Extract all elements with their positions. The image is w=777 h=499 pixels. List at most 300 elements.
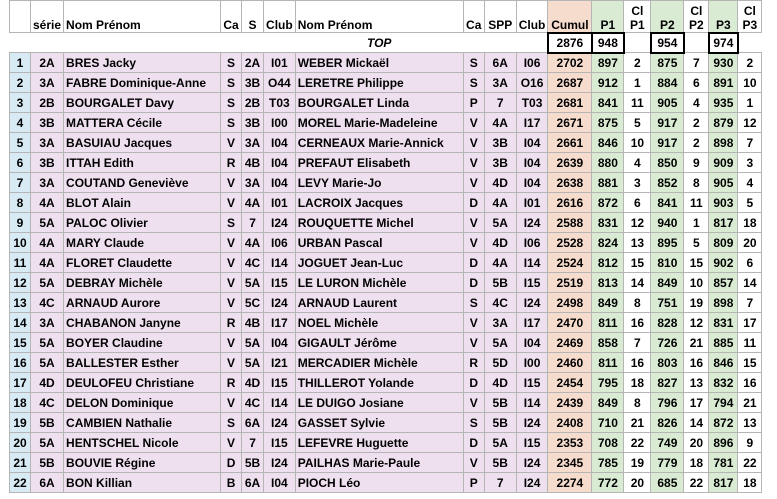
cl-p3-cell: 14 — [738, 273, 762, 293]
player-1-club: I17 — [264, 313, 296, 333]
p3-cell: 846 — [709, 353, 738, 373]
cl-p2-cell: 18 — [684, 453, 709, 473]
p1-cell: 710 — [592, 413, 624, 433]
header-cl-p1: Cl P1 — [624, 1, 651, 33]
cl-p2-cell: 12 — [684, 313, 709, 333]
cumul-cell: 2687 — [548, 73, 592, 93]
cl-p1-cell: 8 — [624, 293, 651, 313]
player-1-club: I04 — [264, 133, 296, 153]
cumul-cell: 2616 — [548, 193, 592, 213]
rank-cell: 17 — [10, 373, 31, 393]
p2-cell: 828 — [651, 313, 684, 333]
player-2-name: LEVY Marie-Jo — [295, 173, 463, 193]
player-1-category: V — [221, 133, 242, 153]
player-2-name: THILLEROT Yolande — [295, 373, 463, 393]
cl-p1-cell: 20 — [624, 473, 651, 493]
cl-p2-cell: 13 — [684, 373, 709, 393]
player-2-name: BOURGALET Linda — [295, 93, 463, 113]
player-1-s: 6A — [242, 473, 264, 493]
player-1-category: S — [221, 93, 242, 113]
table-row — [10, 213, 762, 233]
p3-cell: 930 — [709, 53, 738, 73]
cl-p1-cell: 4 — [624, 153, 651, 173]
player-2-category: R — [463, 353, 484, 373]
cl-p3-cell: 2 — [738, 53, 762, 73]
player-1-name: BLOT Alain — [64, 193, 221, 213]
cl-p2-cell: 7 — [684, 53, 709, 73]
cl-p1-cell: 10 — [624, 133, 651, 153]
player-2-name: PAILHAS Marie-Paule — [295, 453, 463, 473]
player-2-category: V — [463, 213, 484, 233]
serie-cell: 2A — [31, 53, 64, 73]
header-p2: P2 — [651, 1, 684, 33]
serie-cell: 4C — [31, 393, 64, 413]
player-2-club: I06 — [516, 233, 548, 253]
player-1-club: I24 — [264, 453, 296, 473]
player-1-name: BOYER Claudine — [64, 333, 221, 353]
player-2-spp: 5D — [484, 353, 516, 373]
player-1-club: I24 — [264, 293, 296, 313]
cl-p2-cell: 14 — [684, 413, 709, 433]
player-2-spp: 5A — [484, 333, 516, 353]
player-1-club: T03 — [264, 93, 296, 113]
p3-cell: 831 — [709, 313, 738, 333]
player-1-club: I24 — [264, 413, 296, 433]
p3-cell: 891 — [709, 73, 738, 93]
player-1-s: 4D — [242, 373, 264, 393]
p2-cell: 796 — [651, 393, 684, 413]
cumul-cell: 2470 — [548, 313, 592, 333]
player-1-category: V — [221, 433, 242, 453]
player-2-club: T03 — [516, 93, 548, 113]
player-1-name: BALLESTER Esther — [64, 353, 221, 373]
rank-cell: 18 — [10, 393, 31, 413]
p1-cell: 849 — [592, 293, 624, 313]
player-2-spp: 5B — [484, 453, 516, 473]
cl-p3-cell: 18 — [738, 213, 762, 233]
cl-p1-cell: 12 — [624, 213, 651, 233]
p2-cell: 751 — [651, 293, 684, 313]
p1-cell: 875 — [592, 113, 624, 133]
player-2-spp: 7 — [484, 473, 516, 493]
top-p2: 954 — [651, 33, 684, 53]
cl-p2-cell: 21 — [684, 333, 709, 353]
cumul-cell: 2661 — [548, 133, 592, 153]
table-row — [10, 453, 762, 473]
player-2-club: I15 — [516, 373, 548, 393]
rank-cell: 11 — [10, 253, 31, 273]
player-1-name: ARNAUD Aurore — [64, 293, 221, 313]
cl-p2-cell: 15 — [684, 253, 709, 273]
p3-cell: 857 — [709, 273, 738, 293]
cl-p2-cell: 10 — [684, 273, 709, 293]
player-1-category: S — [221, 113, 242, 133]
p2-cell: 917 — [651, 113, 684, 133]
player-2-spp: 3B — [484, 133, 516, 153]
header-name-2: Nom Prénom — [295, 1, 463, 33]
serie-cell: 5A — [31, 433, 64, 453]
player-2-category: V — [463, 233, 484, 253]
player-1-category: V — [221, 253, 242, 273]
cl-p2-cell: 2 — [684, 133, 709, 153]
player-2-spp: 4A — [484, 113, 516, 133]
player-2-category: D — [463, 433, 484, 453]
player-2-category: P — [463, 93, 484, 113]
cl-p2-cell: 11 — [684, 193, 709, 213]
cl-p1-cell: 1 — [624, 73, 651, 93]
cumul-cell: 2460 — [548, 353, 592, 373]
serie-cell: 4A — [31, 193, 64, 213]
cl-p3-cell: 15 — [738, 353, 762, 373]
table-row — [10, 293, 762, 313]
cumul-cell: 2519 — [548, 273, 592, 293]
player-2-name: LERETRE Philippe — [295, 73, 463, 93]
p2-cell: 875 — [651, 53, 684, 73]
p1-cell: 772 — [592, 473, 624, 493]
player-1-name: BOUVIE Régine — [64, 453, 221, 473]
player-1-name: MATTERA Cécile — [64, 113, 221, 133]
player-1-club: I14 — [264, 253, 296, 273]
serie-cell: 5A — [31, 353, 64, 373]
header-club-2: Club — [516, 1, 548, 33]
player-1-s: 3B — [242, 113, 264, 133]
player-2-name: WEBER Mickaël — [295, 53, 463, 73]
table-row — [10, 273, 762, 293]
serie-cell: 3B — [31, 153, 64, 173]
player-1-name: MARY Claude — [64, 233, 221, 253]
player-1-club: I04 — [264, 173, 296, 193]
cl-p2-cell: 22 — [684, 473, 709, 493]
player-2-name: PREFAUT Elisabeth — [295, 153, 463, 173]
cumul-cell: 2408 — [548, 413, 592, 433]
p2-cell: 726 — [651, 333, 684, 353]
player-2-name: JOGUET Jean-Luc — [295, 253, 463, 273]
p2-cell: 905 — [651, 93, 684, 113]
cl-p3-cell: 22 — [738, 453, 762, 473]
p2-cell: 917 — [651, 133, 684, 153]
cl-p3-cell: 21 — [738, 393, 762, 413]
table-row — [10, 133, 762, 153]
cl-p2-cell: 2 — [684, 113, 709, 133]
player-2-club: I01 — [516, 193, 548, 213]
player-2-club: I24 — [516, 413, 548, 433]
p1-cell: 785 — [592, 453, 624, 473]
player-1-s: 7 — [242, 213, 264, 233]
serie-cell: 5B — [31, 413, 64, 433]
cl-p1-cell: 22 — [624, 433, 651, 453]
p2-cell: 779 — [651, 453, 684, 473]
p3-cell: 903 — [709, 193, 738, 213]
header-serie: série — [31, 1, 64, 33]
player-1-name: DEBRAY Michèle — [64, 273, 221, 293]
player-1-club: I00 — [264, 113, 296, 133]
cl-p3-cell: 18 — [738, 473, 762, 493]
player-2-name: ROUQUETTE Michel — [295, 213, 463, 233]
cl-p1-cell: 3 — [624, 173, 651, 193]
player-2-name: GIGAULT Jérôme — [295, 333, 463, 353]
serie-cell: 5A — [31, 273, 64, 293]
table-row — [10, 193, 762, 213]
rank-cell: 2 — [10, 73, 31, 93]
p3-cell: 872 — [709, 413, 738, 433]
p1-cell: 708 — [592, 433, 624, 453]
player-2-club: I24 — [516, 213, 548, 233]
table-row — [10, 73, 762, 93]
table-row — [10, 433, 762, 453]
player-1-name: BRES Jacky — [64, 53, 221, 73]
player-1-category: V — [221, 393, 242, 413]
player-2-club: I15 — [516, 433, 548, 453]
p1-cell: 858 — [592, 333, 624, 353]
player-1-name: ITTAH Edith — [64, 153, 221, 173]
player-1-club: I01 — [264, 193, 296, 213]
p1-cell: 880 — [592, 153, 624, 173]
player-1-name: COUTAND Geneviève — [64, 173, 221, 193]
player-1-name: PALOC Olivier — [64, 213, 221, 233]
player-2-club: I14 — [516, 253, 548, 273]
p3-cell: 935 — [709, 93, 738, 113]
cl-p3-cell: 16 — [738, 373, 762, 393]
player-2-category: S — [463, 413, 484, 433]
serie-cell: 3A — [31, 173, 64, 193]
table-body — [10, 53, 762, 493]
player-1-club: I14 — [264, 393, 296, 413]
player-2-name: LEFEVRE Huguette — [295, 433, 463, 453]
top-p1: 948 — [592, 33, 624, 53]
player-2-spp: 4A — [484, 253, 516, 273]
p1-cell: 811 — [592, 313, 624, 333]
player-2-category: V — [463, 453, 484, 473]
cl-p1-cell: 6 — [624, 193, 651, 213]
player-1-s: 4A — [242, 233, 264, 253]
serie-cell: 4A — [31, 253, 64, 273]
serie-cell: 3B — [31, 113, 64, 133]
player-1-name: CHABANON Janyne — [64, 313, 221, 333]
player-1-category: V — [221, 353, 242, 373]
cl-p2-cell: 1 — [684, 213, 709, 233]
table-row — [10, 173, 762, 193]
cl-p3-cell: 11 — [738, 333, 762, 353]
player-1-category: B — [221, 473, 242, 493]
top-cumul: 2876 — [548, 33, 592, 53]
rank-cell: 20 — [10, 433, 31, 453]
player-1-club: I15 — [264, 273, 296, 293]
player-1-s: 2B — [242, 93, 264, 113]
cl-p1-cell: 15 — [624, 253, 651, 273]
serie-cell: 3A — [31, 133, 64, 153]
rank-cell: 7 — [10, 173, 31, 193]
table-row — [10, 253, 762, 273]
serie-cell: 2B — [31, 93, 64, 113]
serie-cell: 5A — [31, 333, 64, 353]
player-1-name: BOURGALET Davy — [64, 93, 221, 113]
player-1-category: S — [221, 73, 242, 93]
p1-cell: 849 — [592, 393, 624, 413]
player-2-club: I04 — [516, 133, 548, 153]
cl-p1-cell: 18 — [624, 373, 651, 393]
player-1-name: BON Killian — [64, 473, 221, 493]
cumul-cell: 2702 — [548, 53, 592, 73]
player-1-club: I21 — [264, 353, 296, 373]
player-2-spp: 7 — [484, 93, 516, 113]
player-1-category: R — [221, 153, 242, 173]
serie-cell: 4D — [31, 373, 64, 393]
p1-cell: 812 — [592, 253, 624, 273]
table-row — [10, 413, 762, 433]
p2-cell: 884 — [651, 73, 684, 93]
player-1-s: 4C — [242, 253, 264, 273]
p3-cell: 781 — [709, 453, 738, 473]
player-1-s: 5A — [242, 333, 264, 353]
serie-cell: 5A — [31, 213, 64, 233]
player-2-category: V — [463, 333, 484, 353]
p1-cell: 912 — [592, 73, 624, 93]
cl-p1-cell: 21 — [624, 413, 651, 433]
player-1-s: 7 — [242, 433, 264, 453]
p2-cell: 849 — [651, 273, 684, 293]
header-category-1: Ca — [221, 1, 242, 33]
table-row — [10, 373, 762, 393]
player-1-s: 3B — [242, 73, 264, 93]
p3-cell: 832 — [709, 373, 738, 393]
header-p3: P3 — [709, 1, 738, 33]
rank-cell: 3 — [10, 93, 31, 113]
p2-cell: 850 — [651, 153, 684, 173]
player-2-spp: 4D — [484, 373, 516, 393]
header-index — [10, 1, 31, 33]
rank-cell: 8 — [10, 193, 31, 213]
serie-cell: 4A — [31, 233, 64, 253]
player-2-spp: 5A — [484, 213, 516, 233]
rank-cell: 14 — [10, 313, 31, 333]
player-1-s: 2A — [242, 53, 264, 73]
header-club-1: Club — [264, 1, 296, 33]
cl-p1-cell: 8 — [624, 393, 651, 413]
rank-cell: 16 — [10, 353, 31, 373]
player-2-club: I06 — [516, 53, 548, 73]
player-2-club: I04 — [516, 153, 548, 173]
player-1-club: I15 — [264, 433, 296, 453]
p3-cell: 905 — [709, 173, 738, 193]
player-2-name: MOREL Marie-Madeleine — [295, 113, 463, 133]
p2-cell: 841 — [651, 193, 684, 213]
cl-p1-cell: 2 — [624, 53, 651, 73]
table-row — [10, 313, 762, 333]
player-2-name: CERNEAUX Marie-Annick — [295, 133, 463, 153]
cumul-cell: 2528 — [548, 233, 592, 253]
player-1-category: S — [221, 213, 242, 233]
player-1-club: I24 — [264, 213, 296, 233]
player-2-name: MERCADIER Michèle — [295, 353, 463, 373]
rank-cell: 22 — [10, 473, 31, 493]
cumul-cell: 2345 — [548, 453, 592, 473]
player-1-category: S — [221, 53, 242, 73]
player-2-spp: 3B — [484, 153, 516, 173]
top-label: TOP — [366, 35, 392, 50]
rank-cell: 6 — [10, 153, 31, 173]
p3-cell: 809 — [709, 233, 738, 253]
p2-cell: 810 — [651, 253, 684, 273]
p3-cell: 794 — [709, 393, 738, 413]
cl-p3-cell: 10 — [738, 73, 762, 93]
serie-cell: 6A — [31, 473, 64, 493]
player-2-spp: 5A — [484, 433, 516, 453]
p1-cell: 897 — [592, 53, 624, 73]
player-2-category: V — [463, 133, 484, 153]
rank-cell: 19 — [10, 413, 31, 433]
player-1-s: 4B — [242, 153, 264, 173]
cl-p2-cell: 9 — [684, 153, 709, 173]
player-2-name: GASSET Sylvie — [295, 413, 463, 433]
player-2-club: I24 — [516, 293, 548, 313]
header-cumul: Cumul — [548, 1, 592, 33]
cumul-cell: 2469 — [548, 333, 592, 353]
results-table — [9, 0, 762, 493]
player-1-name: CAMBIEN Nathalie — [64, 413, 221, 433]
player-2-category: D — [463, 193, 484, 213]
p3-cell: 817 — [709, 213, 738, 233]
player-1-category: R — [221, 313, 242, 333]
table-row — [10, 233, 762, 253]
header-cl-p2: Cl P2 — [684, 1, 709, 33]
player-2-category: P — [463, 473, 484, 493]
player-1-category: V — [221, 173, 242, 193]
cl-p2-cell: 6 — [684, 73, 709, 93]
player-1-club: I04 — [264, 153, 296, 173]
player-2-category: S — [463, 73, 484, 93]
cl-p1-cell: 16 — [624, 313, 651, 333]
p1-cell: 872 — [592, 193, 624, 213]
player-2-club: I17 — [516, 313, 548, 333]
cumul-cell: 2353 — [548, 433, 592, 453]
player-2-category: V — [463, 113, 484, 133]
player-1-club: I04 — [264, 473, 296, 493]
cumul-cell: 2681 — [548, 93, 592, 113]
p1-cell: 795 — [592, 373, 624, 393]
cl-p2-cell: 4 — [684, 93, 709, 113]
player-1-club: I01 — [264, 53, 296, 73]
p3-cell: 902 — [709, 253, 738, 273]
cl-p2-cell: 19 — [684, 293, 709, 313]
p1-cell: 824 — [592, 233, 624, 253]
player-1-s: 4B — [242, 313, 264, 333]
player-2-name: LACROIX Jacques — [295, 193, 463, 213]
player-1-club: I06 — [264, 233, 296, 253]
cl-p3-cell: 1 — [738, 93, 762, 113]
player-2-club: I24 — [516, 453, 548, 473]
cl-p2-cell: 16 — [684, 353, 709, 373]
player-2-club: I04 — [516, 173, 548, 193]
player-2-category: D — [463, 273, 484, 293]
player-1-s: 4A — [242, 193, 264, 213]
rank-cell: 10 — [10, 233, 31, 253]
p3-cell: 817 — [709, 473, 738, 493]
table-row — [10, 473, 762, 493]
cl-p2-cell: 5 — [684, 233, 709, 253]
player-1-category: V — [221, 293, 242, 313]
player-2-name: ARNAUD Laurent — [295, 293, 463, 313]
p1-cell: 881 — [592, 173, 624, 193]
rank-cell: 1 — [10, 53, 31, 73]
player-1-name: FLORET Claudette — [64, 253, 221, 273]
cl-p3-cell: 4 — [738, 173, 762, 193]
cumul-cell: 2498 — [548, 293, 592, 313]
p3-cell: 898 — [709, 133, 738, 153]
p2-cell: 940 — [651, 213, 684, 233]
player-2-spp: 4A — [484, 193, 516, 213]
p2-cell: 895 — [651, 233, 684, 253]
player-1-s: 5C — [242, 293, 264, 313]
